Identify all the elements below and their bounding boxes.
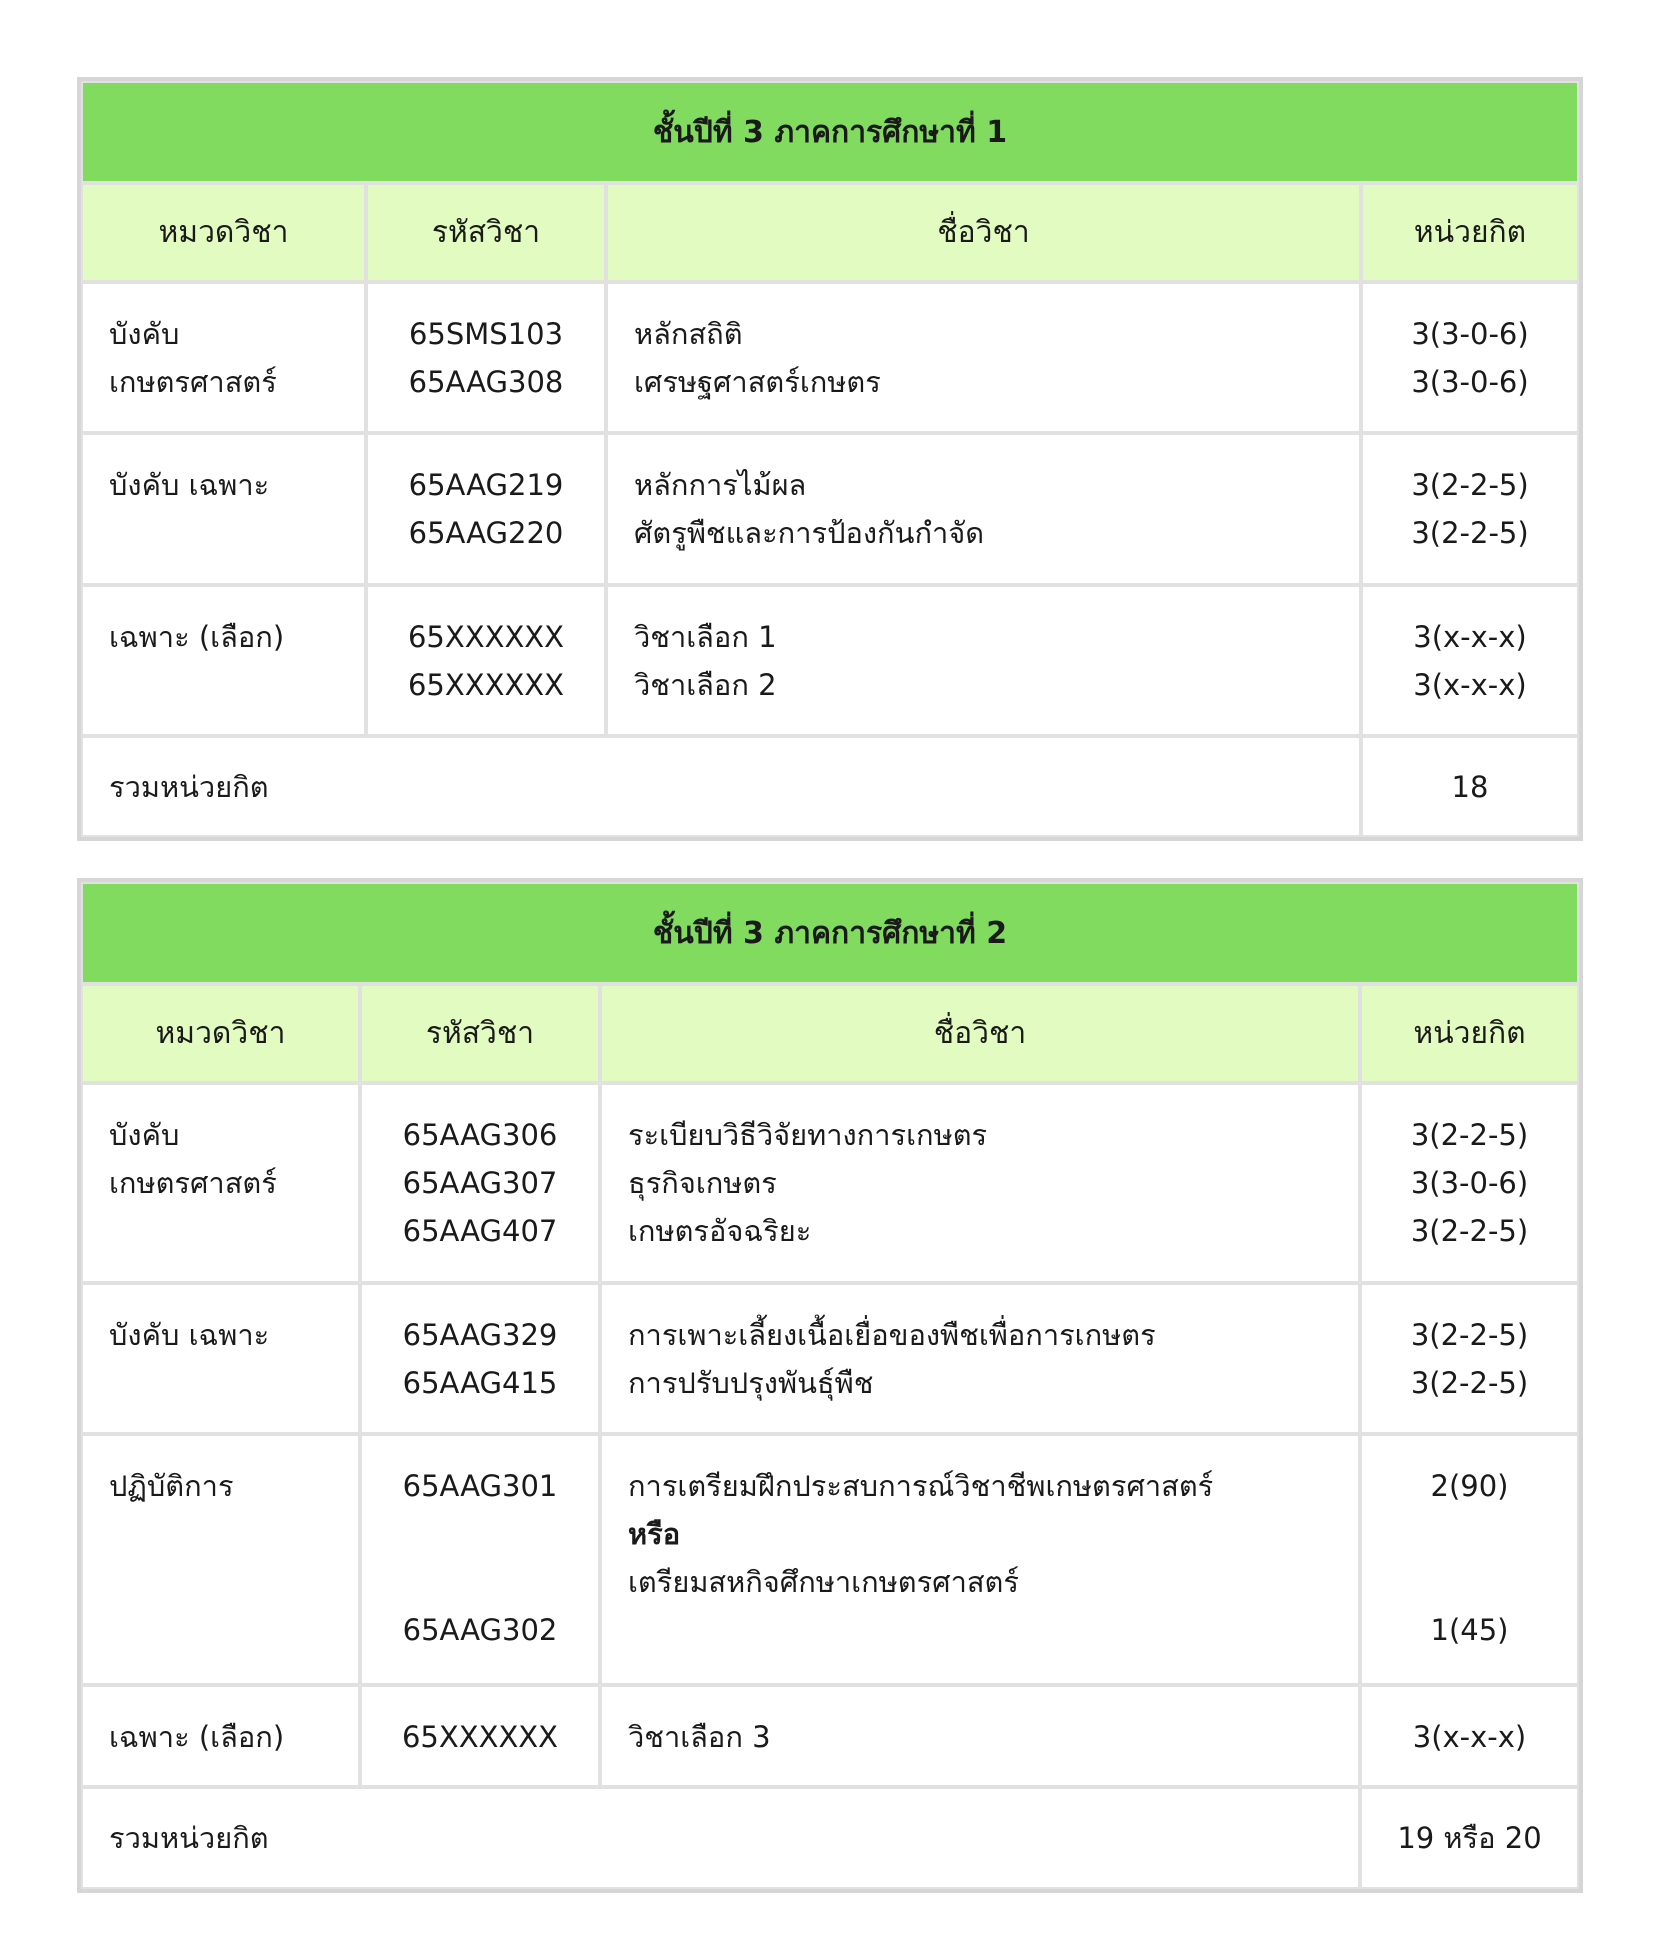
- header-category: หมวดวิชา: [81, 984, 360, 1083]
- code-cell: 65SMS103 65AAG308: [366, 282, 606, 433]
- credits-cell: 3(2-2-5) 3(2-2-5): [1361, 433, 1579, 585]
- code-cell: 65AAG329 65AAG415: [360, 1283, 600, 1434]
- code-cell: 65AAG219 65AAG220: [366, 433, 606, 585]
- header-credits: หน่วยกิต: [1360, 984, 1579, 1083]
- total-value: 19 หรือ 20: [1360, 1787, 1579, 1889]
- table-row: [81, 1283, 1579, 1434]
- course-name-cell: ระเบียบวิธีวิจัยทางการเกษตร ธุรกิจเกษตร เกษตรอัจฉริยะ: [600, 1083, 1360, 1283]
- table-row: [81, 1434, 1579, 1685]
- credits-cell: 3(2-2-5) 3(3-0-6) 3(2-2-5): [1360, 1083, 1579, 1283]
- credits-cell: 2(90) 1(45): [1360, 1434, 1579, 1685]
- total-row: [81, 736, 1579, 837]
- category-cell: บังคับ เกษตรศาสตร์: [81, 1083, 360, 1283]
- category-cell: บังคับ เฉพาะ: [81, 433, 366, 585]
- table-row: [81, 282, 1579, 433]
- code-cell: 65XXXXXX: [360, 1685, 600, 1787]
- or-label: หรือ: [628, 1517, 681, 1551]
- header-code: รหัสวิชา: [366, 183, 606, 282]
- total-label: รวมหน่วยกิต: [81, 736, 1361, 837]
- table-title: ชั้นปีที่ 3 ภาคการศึกษาที่ 2: [81, 882, 1579, 984]
- code-cell: 65AAG306 65AAG307 65AAG407: [360, 1083, 600, 1283]
- header-credits: หน่วยกิต: [1361, 183, 1579, 282]
- category-cell: เฉพาะ (เลือก): [81, 585, 366, 736]
- total-label: รวมหน่วยกิต: [81, 1787, 1360, 1889]
- credits-cell: 3(x-x-x) 3(x-x-x): [1361, 585, 1579, 736]
- table-row: [81, 1685, 1579, 1787]
- code-cell: 65XXXXXX 65XXXXXX: [366, 585, 606, 736]
- category-cell: ปฏิบัติการ: [81, 1434, 360, 1685]
- table-row: [81, 1083, 1579, 1283]
- credits-cell: 3(2-2-5) 3(2-2-5): [1360, 1283, 1579, 1434]
- header-category: หมวดวิชา: [81, 183, 366, 282]
- category-cell: บังคับ เฉพาะ: [81, 1283, 360, 1434]
- course-name-cell: วิชาเลือก 1 วิชาเลือก 2: [606, 585, 1361, 736]
- code-cell: 65AAG301 65AAG302: [360, 1434, 600, 1685]
- course-name-cell: การเตรียมฝึกประสบการณ์วิชาชีพเกษตรศาสตร์ หรือ เตรียมสหกิจศึกษาเกษตรศาสตร์: [600, 1434, 1360, 1685]
- header-name: ชื่อวิชา: [600, 984, 1360, 1083]
- table-row: [81, 433, 1579, 585]
- course-name-cell: หลักการไม้ผล ศัตรูพืชและการป้องกันกำจัด: [606, 433, 1361, 585]
- category-cell: บังคับ เกษตรศาสตร์: [81, 282, 366, 433]
- total-value: 18: [1361, 736, 1579, 837]
- category-cell: เฉพาะ (เลือก): [81, 1685, 360, 1787]
- table-title: ชั้นปีที่ 3 ภาคการศึกษาที่ 1: [81, 81, 1579, 183]
- header-code: รหัสวิชา: [360, 984, 600, 1083]
- table-row: [81, 585, 1579, 736]
- header-name: ชื่อวิชา: [606, 183, 1361, 282]
- course-name-cell: การเพาะเลี้ยงเนื้อเยื่อของพืชเพื่อการเกษตร การปรับปรุงพันธุ์พืช: [600, 1283, 1360, 1434]
- semester-1-table: [79, 79, 1581, 839]
- semester-2-table: [79, 880, 1581, 1891]
- credits-cell: 3(x-x-x): [1360, 1685, 1579, 1787]
- course-name-cell: วิชาเลือก 3: [600, 1685, 1360, 1787]
- credits-cell: 3(3-0-6) 3(3-0-6): [1361, 282, 1579, 433]
- course-name-cell: หลักสถิติ เศรษฐศาสตร์เกษตร: [606, 282, 1361, 433]
- total-row: [81, 1787, 1579, 1889]
